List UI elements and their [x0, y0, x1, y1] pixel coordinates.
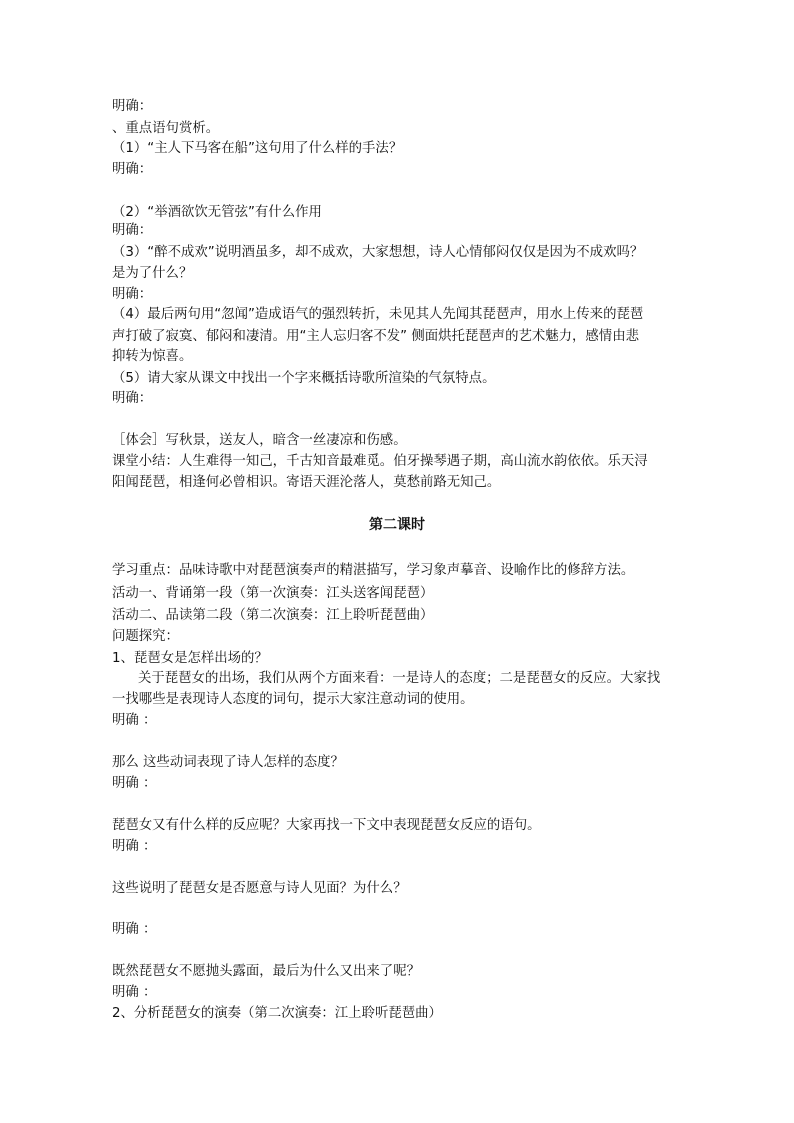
question-4-cont: 抑转为惊喜。 [112, 349, 193, 364]
question-2: （2）“举酒欲饮无管弦”有什么作用 [112, 205, 322, 220]
lesson-title: 第二课时 [369, 517, 425, 533]
class-summary-cont: 阳闻琵琶，相逢何必曾相识。寄语天涯沦落人，莫愁前路无知己。 [112, 475, 501, 490]
question: 既然琵琶女不愿抛头露面，最后为什么又出来了呢？ [112, 964, 420, 979]
reflection: ［体会］写秋景，送友人，暗含一丝凄凉和伤感。 [112, 433, 407, 448]
question-1: （1）“主人下马客在船”这句用了什么样的手法？ [112, 141, 403, 156]
question-4: （4）最后两句用“忽闻”造成语气的强烈转折，未见其人先闻其琵琶声，用水上传来的琵琶 [112, 307, 644, 322]
question: 那么 这些动词表现了诗人怎样的态度？ [112, 755, 344, 770]
question-3: （3）“醉不成欢”说明酒虽多，却不成欢，大家想想，诗人心情郁闷仅仅是因为不成欢吗？ [112, 245, 644, 260]
section-heading: 、重点语句赏析。 [112, 121, 220, 136]
answer-label: 明确： [112, 162, 153, 177]
question-entrance: 1、琵琶女是怎样出场的？ [112, 651, 268, 666]
answer-label: 明确： [112, 391, 153, 406]
answer-label: 明确 ： [112, 922, 157, 937]
answer-label: 明确： [112, 99, 153, 114]
question-3-cont: 是为了什么？ [112, 266, 193, 281]
question: 这些说明了琵琶女是否愿意与诗人见面？为什么？ [112, 881, 407, 896]
answer-label: 明确： [112, 287, 153, 302]
answer-label: 明确 ： [112, 839, 157, 854]
class-summary: 课堂小结：人生难得一知己，千古知音最难觅。伯牙操琴遇子期，高山流水韵依依。乐天浔 [112, 454, 648, 469]
question-5: （5）请大家从课文中找出一个字来概括诗歌所渲染的气氛特点。 [112, 371, 496, 386]
activity-2: 活动二、品读第二段（第二次演奏：江上聆听琵琶曲） [112, 608, 434, 623]
answer-label: 明确： [112, 223, 153, 238]
paragraph: 关于琵琶女的出场，我们从两个方面来看：一是诗人的态度；二是琵琶女的反应。大家找 [138, 671, 661, 686]
question: 琵琶女又有什么样的反应呢？大家再找一下文中表现琵琶女反应的语句。 [112, 818, 541, 833]
answer-label: 明确 ： [112, 776, 157, 791]
question-4-cont: 声打破了寂寞、郁闷和凄清。用“主人忘归客不发” 侧面烘托琵琶声的艺术魅力，感情由悲 [112, 329, 639, 344]
learning-focus: 学习重点：品味诗歌中对琵琶演奏声的精湛描写，学习象声摹音、设喻作比的修辞方法。 [112, 563, 635, 578]
question-performance: 2、分析琵琶女的演奏（第二次演奏：江上聆听琵琶曲） [112, 1006, 442, 1021]
answer-label: 明确 ： [112, 985, 157, 1000]
problem-inquiry: 问题探究： [112, 629, 179, 644]
answer-label: 明确 ： [112, 713, 157, 728]
paragraph-cont: 一找哪些是表现诗人态度的词句，提示大家注意动词的使用。 [112, 692, 474, 707]
activity-1: 活动一、背诵第一段（第一次演奏：江头送客闻琵琶） [112, 586, 434, 601]
